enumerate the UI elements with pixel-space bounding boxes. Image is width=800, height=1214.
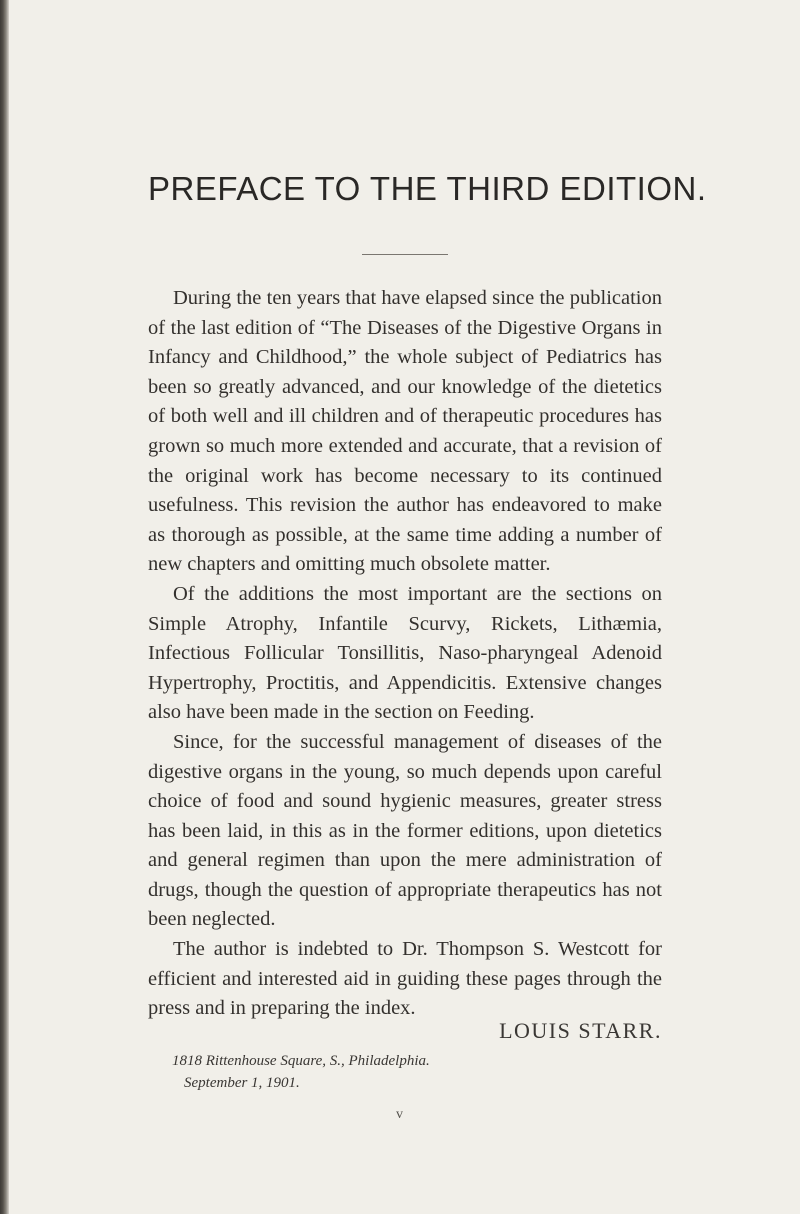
title-divider [362, 254, 448, 255]
date-line: September 1, 1901. [184, 1075, 300, 1091]
address-line: 1818 Rittenhouse Square, S., Philadelphia. [172, 1053, 430, 1069]
page-number: v [396, 1107, 403, 1122]
page-title: PREFACE TO THE THIRD EDITION. [148, 170, 707, 207]
preface-paragraph-1: During the ten years that have elapsed since the publication of the last edition of “The Diseases of the Digestive Organs in Infancy and Childhood,” the whole subject of Pediatrics has been so greatly advanced, and our knowledge of the dietetics of both well and ill children and of therapeutic procedures has grown so much more extended and accurate, that a revision of the original work has become necessary to its continued usefulness. This revision the author has endeavored to make as thorough as possible, at the same time adding a number of new chapters and omitting much obsolete matter. [148, 287, 662, 576]
preface-paragraph-4: The author is indebted to Dr. Thompson S. Westcott for efficient and interested aid in guiding these pages through the press and in preparing the index. [148, 938, 662, 1020]
author-address [172, 1050, 430, 1094]
preface-paragraph-2: Of the additions the most important are the sections on Simple Atrophy, Infantile Scurvy, Rickets, Lithæmia, Infectious Follicular Tonsillitis, Naso-pharyngeal Adenoid Hypertrophy, Proctitis, and Appendicitis. Extensive changes also have been made in the section on Feeding. [148, 582, 662, 724]
author-signature: LOUIS STARR. [499, 1018, 662, 1043]
preface-paragraph-3: Since, for the successful management of diseases of the digestive organs in the young, so much depends upon careful choice of food and sound hygienic measures, greater stress has been laid, in this as in the former editions, upon dietetics and general regimen than upon the mere administration of drugs, though the question of appropriate therapeutics has not been neglected. [148, 730, 662, 931]
document-page [148, 0, 707, 1214]
preface-body [148, 284, 662, 1024]
book-binding-edge [0, 0, 9, 1214]
